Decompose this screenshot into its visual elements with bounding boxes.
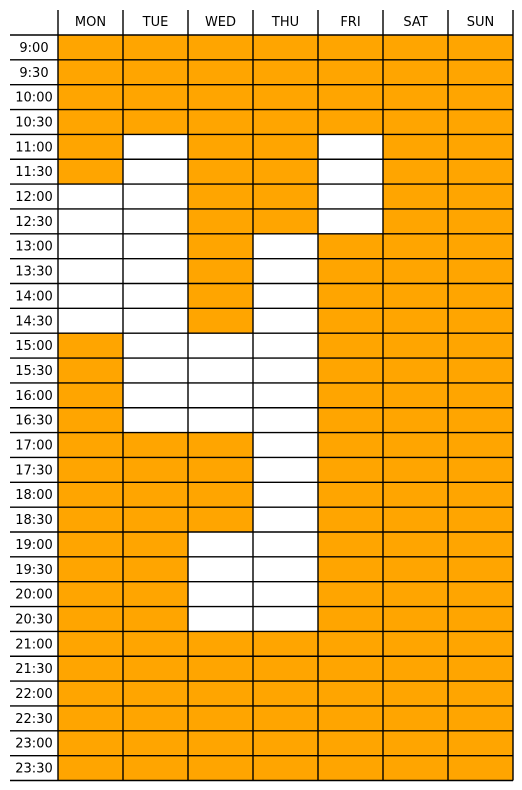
cell-sat-1200 bbox=[383, 184, 448, 209]
cell-fri-1500 bbox=[318, 333, 383, 358]
time-label: 19:30 bbox=[15, 562, 53, 578]
cell-fri-2230 bbox=[318, 706, 383, 731]
time-label: 21:00 bbox=[15, 637, 53, 653]
cell-sat-1930 bbox=[383, 557, 448, 582]
cell-sat-1130 bbox=[383, 159, 448, 184]
cell-thu-1800 bbox=[253, 482, 318, 507]
time-label: 18:00 bbox=[15, 488, 53, 504]
cell-thu-2200 bbox=[253, 681, 318, 706]
cell-mon-1030 bbox=[58, 110, 123, 135]
cell-sun-1600 bbox=[448, 383, 513, 408]
cell-thu-1830 bbox=[253, 507, 318, 532]
cell-mon-1330 bbox=[58, 259, 123, 284]
cell-wed-1200 bbox=[188, 184, 253, 209]
cell-wed-2300 bbox=[188, 731, 253, 756]
cell-mon-1900 bbox=[58, 532, 123, 557]
time-label: 20:30 bbox=[15, 612, 53, 628]
day-label-tue: TUE bbox=[142, 15, 169, 30]
cell-wed-1300 bbox=[188, 234, 253, 259]
cell-thu-2230 bbox=[253, 706, 318, 731]
cell-sun-2200 bbox=[448, 681, 513, 706]
cell-fri-1230 bbox=[318, 209, 383, 234]
time-label: 11:00 bbox=[15, 140, 53, 156]
cell-tue-930 bbox=[123, 60, 188, 85]
cell-fri-1430 bbox=[318, 308, 383, 333]
cell-thu-1200 bbox=[253, 184, 318, 209]
cell-thu-2330 bbox=[253, 756, 318, 781]
cell-fri-2000 bbox=[318, 582, 383, 607]
cell-wed-930 bbox=[188, 60, 253, 85]
cell-sun-1730 bbox=[448, 457, 513, 482]
time-label: 17:30 bbox=[15, 463, 53, 479]
time-label: 16:30 bbox=[15, 413, 53, 429]
day-column-labels bbox=[75, 15, 494, 30]
time-label: 15:00 bbox=[15, 339, 53, 355]
cell-thu-1030 bbox=[253, 110, 318, 135]
cell-wed-1530 bbox=[188, 358, 253, 383]
cell-fri-1130 bbox=[318, 159, 383, 184]
cell-wed-1430 bbox=[188, 308, 253, 333]
day-label-sat: SAT bbox=[403, 15, 428, 30]
cell-thu-1600 bbox=[253, 383, 318, 408]
time-label: 14:30 bbox=[15, 314, 53, 330]
cell-sun-2300 bbox=[448, 731, 513, 756]
cell-wed-1630 bbox=[188, 408, 253, 433]
cell-sat-900 bbox=[383, 35, 448, 60]
cell-mon-1200 bbox=[58, 184, 123, 209]
day-label-mon: MON bbox=[74, 15, 107, 30]
cell-thu-2100 bbox=[253, 631, 318, 656]
time-label: 23:30 bbox=[15, 761, 53, 777]
cell-fri-1800 bbox=[318, 482, 383, 507]
cell-mon-1730 bbox=[58, 457, 123, 482]
cell-sun-930 bbox=[448, 60, 513, 85]
time-label: 15:30 bbox=[15, 363, 53, 379]
cell-fri-1900 bbox=[318, 532, 383, 557]
day-label-thu: THU bbox=[271, 15, 300, 30]
cell-fri-2130 bbox=[318, 656, 383, 681]
cell-sat-1730 bbox=[383, 457, 448, 482]
cell-sat-2330 bbox=[383, 756, 448, 781]
cell-sun-2230 bbox=[448, 706, 513, 731]
cell-tue-1230 bbox=[123, 209, 188, 234]
time-label: 21:30 bbox=[15, 662, 53, 678]
cell-tue-1500 bbox=[123, 333, 188, 358]
cell-mon-1700 bbox=[58, 433, 123, 458]
cell-thu-1330 bbox=[253, 259, 318, 284]
cell-wed-1800 bbox=[188, 482, 253, 507]
cell-tue-1800 bbox=[123, 482, 188, 507]
cell-wed-2330 bbox=[188, 756, 253, 781]
cell-thu-1630 bbox=[253, 408, 318, 433]
time-label: 9:30 bbox=[19, 65, 49, 81]
cell-fri-1700 bbox=[318, 433, 383, 458]
cell-fri-1200 bbox=[318, 184, 383, 209]
time-label: 18:30 bbox=[15, 513, 53, 529]
cell-tue-2130 bbox=[123, 656, 188, 681]
cell-sat-1100 bbox=[383, 134, 448, 159]
cell-sun-1530 bbox=[448, 358, 513, 383]
cell-wed-1030 bbox=[188, 110, 253, 135]
cell-mon-2200 bbox=[58, 681, 123, 706]
cell-sun-1400 bbox=[448, 284, 513, 309]
cell-wed-2030 bbox=[188, 607, 253, 632]
cell-thu-930 bbox=[253, 60, 318, 85]
cell-mon-1100 bbox=[58, 134, 123, 159]
cell-sat-2100 bbox=[383, 631, 448, 656]
cell-thu-1900 bbox=[253, 532, 318, 557]
cell-wed-1900 bbox=[188, 532, 253, 557]
cell-mon-1800 bbox=[58, 482, 123, 507]
time-label: 12:00 bbox=[15, 190, 53, 206]
cell-fri-2300 bbox=[318, 731, 383, 756]
cell-wed-2200 bbox=[188, 681, 253, 706]
cell-tue-2030 bbox=[123, 607, 188, 632]
cell-fri-1300 bbox=[318, 234, 383, 259]
cell-fri-1400 bbox=[318, 284, 383, 309]
time-label: 12:30 bbox=[15, 214, 53, 230]
cell-tue-2000 bbox=[123, 582, 188, 607]
cell-sat-1700 bbox=[383, 433, 448, 458]
day-label-fri: FRI bbox=[340, 15, 361, 30]
cell-tue-900 bbox=[123, 35, 188, 60]
cell-fri-930 bbox=[318, 60, 383, 85]
cell-mon-2300 bbox=[58, 731, 123, 756]
cell-thu-1100 bbox=[253, 134, 318, 159]
cell-mon-1830 bbox=[58, 507, 123, 532]
cell-wed-1130 bbox=[188, 159, 253, 184]
cell-tue-1530 bbox=[123, 358, 188, 383]
cell-mon-1530 bbox=[58, 358, 123, 383]
cell-tue-1830 bbox=[123, 507, 188, 532]
cell-sun-1700 bbox=[448, 433, 513, 458]
cell-sun-900 bbox=[448, 35, 513, 60]
cell-fri-1730 bbox=[318, 457, 383, 482]
cell-tue-1200 bbox=[123, 184, 188, 209]
cell-sun-1800 bbox=[448, 482, 513, 507]
cell-sun-1200 bbox=[448, 184, 513, 209]
cell-mon-2330 bbox=[58, 756, 123, 781]
cell-sun-1500 bbox=[448, 333, 513, 358]
cell-sun-1930 bbox=[448, 557, 513, 582]
day-label-sun: SUN bbox=[466, 15, 495, 30]
cell-mon-930 bbox=[58, 60, 123, 85]
cell-thu-2300 bbox=[253, 731, 318, 756]
cell-tue-2330 bbox=[123, 756, 188, 781]
cell-wed-1700 bbox=[188, 433, 253, 458]
cell-sun-1630 bbox=[448, 408, 513, 433]
cell-thu-2000 bbox=[253, 582, 318, 607]
cell-mon-1500 bbox=[58, 333, 123, 358]
cell-wed-1500 bbox=[188, 333, 253, 358]
cell-sat-930 bbox=[383, 60, 448, 85]
time-label: 14:00 bbox=[15, 289, 53, 305]
cell-thu-1300 bbox=[253, 234, 318, 259]
cell-sat-1600 bbox=[383, 383, 448, 408]
cell-sat-1400 bbox=[383, 284, 448, 309]
cell-sun-1300 bbox=[448, 234, 513, 259]
time-label: 11:30 bbox=[15, 165, 53, 181]
cell-tue-1300 bbox=[123, 234, 188, 259]
cell-fri-1930 bbox=[318, 557, 383, 582]
cell-mon-2100 bbox=[58, 631, 123, 656]
cell-sat-1800 bbox=[383, 482, 448, 507]
cell-wed-900 bbox=[188, 35, 253, 60]
cell-fri-1100 bbox=[318, 134, 383, 159]
cell-tue-2230 bbox=[123, 706, 188, 731]
cell-sun-2130 bbox=[448, 656, 513, 681]
cell-sat-1500 bbox=[383, 333, 448, 358]
cell-sat-2030 bbox=[383, 607, 448, 632]
cell-sun-2030 bbox=[448, 607, 513, 632]
cell-sat-2130 bbox=[383, 656, 448, 681]
cell-tue-1900 bbox=[123, 532, 188, 557]
time-label: 9:00 bbox=[19, 40, 49, 56]
cell-fri-1330 bbox=[318, 259, 383, 284]
cell-wed-1230 bbox=[188, 209, 253, 234]
cell-mon-1230 bbox=[58, 209, 123, 234]
cell-sat-1830 bbox=[383, 507, 448, 532]
cell-mon-2030 bbox=[58, 607, 123, 632]
cell-wed-1730 bbox=[188, 457, 253, 482]
cell-thu-1730 bbox=[253, 457, 318, 482]
cell-fri-1030 bbox=[318, 110, 383, 135]
time-label: 19:00 bbox=[15, 537, 53, 553]
cell-mon-2130 bbox=[58, 656, 123, 681]
cell-wed-1830 bbox=[188, 507, 253, 532]
cell-fri-1830 bbox=[318, 507, 383, 532]
cell-sun-1000 bbox=[448, 85, 513, 110]
cell-tue-2300 bbox=[123, 731, 188, 756]
cell-thu-1700 bbox=[253, 433, 318, 458]
cell-wed-1100 bbox=[188, 134, 253, 159]
cell-sun-1130 bbox=[448, 159, 513, 184]
cell-sun-1430 bbox=[448, 308, 513, 333]
cell-mon-1000 bbox=[58, 85, 123, 110]
cell-sat-1330 bbox=[383, 259, 448, 284]
cell-thu-1500 bbox=[253, 333, 318, 358]
time-label: 10:30 bbox=[15, 115, 53, 131]
cell-mon-1630 bbox=[58, 408, 123, 433]
cell-tue-2200 bbox=[123, 681, 188, 706]
time-label: 13:00 bbox=[15, 239, 53, 255]
cell-tue-1330 bbox=[123, 259, 188, 284]
cell-wed-2000 bbox=[188, 582, 253, 607]
time-label: 22:00 bbox=[15, 687, 53, 703]
cell-wed-1930 bbox=[188, 557, 253, 582]
time-label: 10:00 bbox=[15, 90, 53, 106]
cell-wed-1000 bbox=[188, 85, 253, 110]
cell-thu-900 bbox=[253, 35, 318, 60]
cell-tue-1930 bbox=[123, 557, 188, 582]
cell-sat-1230 bbox=[383, 209, 448, 234]
cell-tue-1600 bbox=[123, 383, 188, 408]
cell-fri-2330 bbox=[318, 756, 383, 781]
cell-thu-1000 bbox=[253, 85, 318, 110]
cell-thu-1130 bbox=[253, 159, 318, 184]
time-label: 22:30 bbox=[15, 711, 53, 727]
cell-sun-1100 bbox=[448, 134, 513, 159]
cell-sat-2200 bbox=[383, 681, 448, 706]
cell-thu-2130 bbox=[253, 656, 318, 681]
cell-sun-1900 bbox=[448, 532, 513, 557]
cell-tue-1400 bbox=[123, 284, 188, 309]
day-label-wed: WED bbox=[204, 15, 237, 30]
cell-fri-1600 bbox=[318, 383, 383, 408]
cell-tue-1100 bbox=[123, 134, 188, 159]
cell-fri-1000 bbox=[318, 85, 383, 110]
cell-sat-1900 bbox=[383, 532, 448, 557]
cell-tue-1000 bbox=[123, 85, 188, 110]
time-label: 20:00 bbox=[15, 587, 53, 603]
cell-mon-1400 bbox=[58, 284, 123, 309]
cell-fri-1530 bbox=[318, 358, 383, 383]
cell-fri-2030 bbox=[318, 607, 383, 632]
cell-tue-1430 bbox=[123, 308, 188, 333]
cell-thu-1430 bbox=[253, 308, 318, 333]
time-label: 13:30 bbox=[15, 264, 53, 280]
cell-sun-2000 bbox=[448, 582, 513, 607]
cell-tue-1730 bbox=[123, 457, 188, 482]
cell-sat-1430 bbox=[383, 308, 448, 333]
cell-sat-1530 bbox=[383, 358, 448, 383]
cell-fri-2200 bbox=[318, 681, 383, 706]
cell-wed-2100 bbox=[188, 631, 253, 656]
cell-mon-1430 bbox=[58, 308, 123, 333]
cell-wed-1400 bbox=[188, 284, 253, 309]
cell-sun-1230 bbox=[448, 209, 513, 234]
cell-sun-2330 bbox=[448, 756, 513, 781]
cell-fri-2100 bbox=[318, 631, 383, 656]
cell-sat-2230 bbox=[383, 706, 448, 731]
cell-thu-1230 bbox=[253, 209, 318, 234]
cell-wed-2130 bbox=[188, 656, 253, 681]
cell-sat-2300 bbox=[383, 731, 448, 756]
cell-fri-900 bbox=[318, 35, 383, 60]
cell-fri-1630 bbox=[318, 408, 383, 433]
time-label: 17:00 bbox=[15, 438, 53, 454]
cell-tue-1700 bbox=[123, 433, 188, 458]
cell-tue-1030 bbox=[123, 110, 188, 135]
cell-sat-2000 bbox=[383, 582, 448, 607]
cell-mon-1300 bbox=[58, 234, 123, 259]
cell-thu-1400 bbox=[253, 284, 318, 309]
cell-mon-2000 bbox=[58, 582, 123, 607]
cell-mon-1600 bbox=[58, 383, 123, 408]
time-label: 23:00 bbox=[15, 736, 53, 752]
cell-thu-1530 bbox=[253, 358, 318, 383]
cell-mon-1130 bbox=[58, 159, 123, 184]
cell-tue-1130 bbox=[123, 159, 188, 184]
cell-sat-1030 bbox=[383, 110, 448, 135]
cell-sun-1330 bbox=[448, 259, 513, 284]
time-label: 16:00 bbox=[15, 388, 53, 404]
cell-mon-1930 bbox=[58, 557, 123, 582]
cell-wed-2230 bbox=[188, 706, 253, 731]
cell-thu-2030 bbox=[253, 607, 318, 632]
cell-tue-2100 bbox=[123, 631, 188, 656]
cell-wed-1330 bbox=[188, 259, 253, 284]
cell-sat-1300 bbox=[383, 234, 448, 259]
cell-sun-1830 bbox=[448, 507, 513, 532]
cell-thu-1930 bbox=[253, 557, 318, 582]
cell-sat-1630 bbox=[383, 408, 448, 433]
cell-mon-900 bbox=[58, 35, 123, 60]
cell-mon-2230 bbox=[58, 706, 123, 731]
cell-sun-2100 bbox=[448, 631, 513, 656]
cell-tue-1630 bbox=[123, 408, 188, 433]
cell-sat-1000 bbox=[383, 85, 448, 110]
time-row-labels bbox=[15, 41, 52, 777]
cell-sun-1030 bbox=[448, 110, 513, 135]
cell-wed-1600 bbox=[188, 383, 253, 408]
